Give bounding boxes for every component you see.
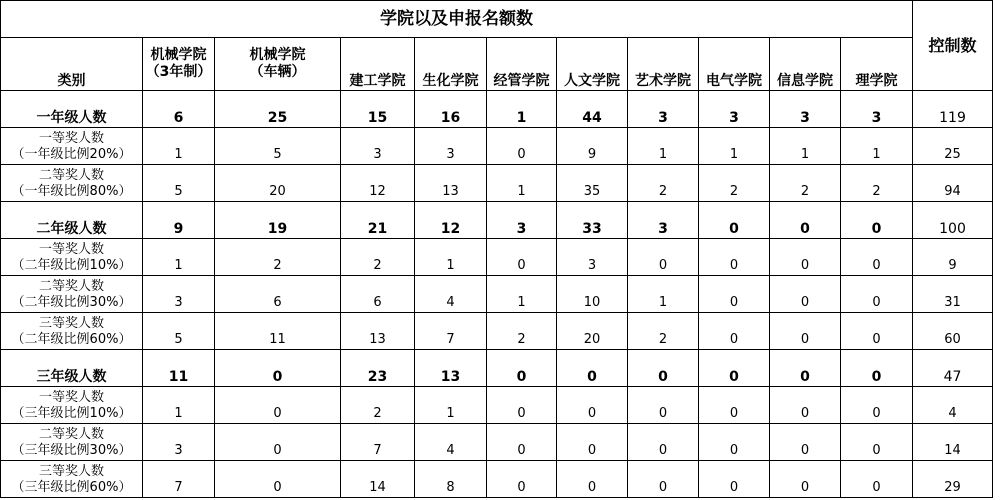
row-label — [1, 239, 143, 276]
table-title: 学院以及申报名额数 — [1, 1, 913, 38]
cell-value: 0 — [770, 387, 841, 424]
table-row — [1, 128, 993, 165]
control-value: 94 — [913, 165, 993, 202]
cell-value: 0 — [841, 313, 913, 350]
college-header-7: 电气学院 — [699, 38, 770, 91]
award-label: 二等奖人数 — [38, 279, 104, 294]
cell-value: 6 — [341, 276, 415, 313]
cell-value: 0 — [841, 350, 913, 387]
title-row — [1, 1, 993, 38]
cell-value: 0 — [770, 276, 841, 313]
cell-value: 0 — [487, 128, 557, 165]
control-value: 31 — [913, 276, 993, 313]
cell-value: 1 — [770, 128, 841, 165]
college-name: 机械学院 — [150, 47, 207, 63]
header-row — [1, 38, 993, 91]
row-label — [1, 424, 143, 461]
ratio-label: （一年级比例20%） — [11, 147, 132, 162]
cell-value: 0 — [699, 239, 770, 276]
college-header-8: 信息学院 — [770, 38, 841, 91]
table-row — [1, 165, 993, 202]
ratio-label: （一年级比例80%） — [11, 184, 132, 199]
cell-value: 0 — [699, 424, 770, 461]
cell-value: 20 — [215, 165, 341, 202]
cell-value: 0 — [841, 239, 913, 276]
college-name: 机械学院 — [249, 47, 306, 63]
cell-value: 0 — [699, 350, 770, 387]
cell-value: 9 — [143, 202, 215, 239]
cell-value: 20 — [557, 313, 628, 350]
control-value: 14 — [913, 424, 993, 461]
cell-value: 2 — [841, 165, 913, 202]
cell-value: 0 — [770, 239, 841, 276]
control-value: 29 — [913, 461, 993, 498]
cell-value: 0 — [215, 350, 341, 387]
row-label — [1, 461, 143, 498]
college-header-1 — [215, 38, 341, 91]
college-header-0 — [143, 38, 215, 91]
cell-value: 2 — [487, 313, 557, 350]
cell-value: 2 — [770, 165, 841, 202]
cell-value: 3 — [341, 128, 415, 165]
college-header-9: 理学院 — [841, 38, 913, 91]
cell-value: 1 — [628, 128, 699, 165]
cell-value: 3 — [415, 128, 487, 165]
cell-value: 23 — [341, 350, 415, 387]
control-value: 100 — [913, 202, 993, 239]
cell-value: 1 — [415, 387, 487, 424]
row-label — [1, 387, 143, 424]
cell-value: 0 — [699, 276, 770, 313]
cell-value: 1 — [143, 239, 215, 276]
cell-value: 0 — [770, 424, 841, 461]
row-label: 二年级人数 — [1, 202, 143, 239]
cell-value: 19 — [215, 202, 341, 239]
table-row — [1, 91, 993, 128]
cell-value: 7 — [415, 313, 487, 350]
college-note: （3年制） — [145, 64, 212, 80]
row-label — [1, 165, 143, 202]
row-label — [1, 313, 143, 350]
cell-value: 3 — [487, 202, 557, 239]
cell-value: 0 — [699, 461, 770, 498]
ratio-label: （二年级比例10%） — [11, 258, 132, 273]
cell-value: 3 — [628, 91, 699, 128]
cell-value: 0 — [841, 387, 913, 424]
control-value: 9 — [913, 239, 993, 276]
cell-value: 0 — [628, 350, 699, 387]
cell-value: 2 — [628, 313, 699, 350]
cell-value: 12 — [415, 202, 487, 239]
cell-value: 0 — [487, 239, 557, 276]
cell-value: 4 — [415, 276, 487, 313]
ratio-label: （二年级比例60%） — [11, 332, 132, 347]
cell-value: 7 — [341, 424, 415, 461]
cell-value: 33 — [557, 202, 628, 239]
cell-value: 0 — [841, 424, 913, 461]
cell-value: 1 — [143, 128, 215, 165]
control-value: 60 — [913, 313, 993, 350]
cell-value: 1 — [699, 128, 770, 165]
cell-value: 0 — [841, 276, 913, 313]
table-row — [1, 424, 993, 461]
row-label — [1, 128, 143, 165]
award-label: 二等奖人数 — [38, 168, 104, 183]
cell-value: 0 — [770, 461, 841, 498]
cell-value: 0 — [487, 424, 557, 461]
cell-value: 21 — [341, 202, 415, 239]
cell-value: 0 — [487, 387, 557, 424]
table-row — [1, 350, 993, 387]
cell-value: 7 — [143, 461, 215, 498]
cell-value: 0 — [628, 239, 699, 276]
cell-value: 15 — [341, 91, 415, 128]
control-value: 4 — [913, 387, 993, 424]
cell-value: 3 — [143, 276, 215, 313]
award-label: 一等奖人数 — [38, 131, 104, 146]
college-header-2: 建工学院 — [341, 38, 415, 91]
cell-value: 25 — [215, 91, 341, 128]
cell-value: 1 — [415, 239, 487, 276]
cell-value: 1 — [487, 91, 557, 128]
cell-value: 44 — [557, 91, 628, 128]
cell-value: 0 — [699, 202, 770, 239]
cell-value: 2 — [699, 165, 770, 202]
cell-value: 2 — [628, 165, 699, 202]
cell-value: 0 — [215, 387, 341, 424]
cell-value: 1 — [841, 128, 913, 165]
cell-value: 3 — [841, 91, 913, 128]
cell-value: 3 — [628, 202, 699, 239]
cell-value: 0 — [841, 202, 913, 239]
table-row — [1, 461, 993, 498]
cell-value: 5 — [215, 128, 341, 165]
cell-value: 0 — [215, 424, 341, 461]
cell-value: 0 — [557, 461, 628, 498]
cell-value: 2 — [341, 239, 415, 276]
cell-value: 14 — [341, 461, 415, 498]
cell-value: 3 — [143, 424, 215, 461]
table-row — [1, 239, 993, 276]
cell-value: 0 — [557, 350, 628, 387]
row-label: 一年级人数 — [1, 91, 143, 128]
control-header: 控制数 — [913, 1, 993, 91]
cell-value: 3 — [557, 239, 628, 276]
cell-value: 0 — [487, 461, 557, 498]
cell-value: 0 — [841, 461, 913, 498]
cell-value: 6 — [215, 276, 341, 313]
cell-value: 1 — [487, 276, 557, 313]
cell-value: 1 — [628, 276, 699, 313]
cell-value: 11 — [143, 350, 215, 387]
cell-value: 0 — [628, 461, 699, 498]
cell-value: 5 — [143, 165, 215, 202]
cell-value: 8 — [415, 461, 487, 498]
cell-value: 0 — [628, 424, 699, 461]
ratio-label: （三年级比例60%） — [11, 480, 132, 495]
cell-value: 4 — [415, 424, 487, 461]
cell-value: 0 — [699, 313, 770, 350]
cell-value: 12 — [341, 165, 415, 202]
table-row — [1, 276, 993, 313]
award-label: 一等奖人数 — [38, 242, 104, 257]
cell-value: 1 — [487, 165, 557, 202]
award-label: 三等奖人数 — [38, 464, 104, 479]
control-value: 119 — [913, 91, 993, 128]
control-value: 47 — [913, 350, 993, 387]
table-row — [1, 313, 993, 350]
row-label — [1, 276, 143, 313]
cell-value: 3 — [770, 91, 841, 128]
cell-value: 10 — [557, 276, 628, 313]
cell-value: 0 — [557, 387, 628, 424]
cell-value: 0 — [215, 461, 341, 498]
table-row — [1, 387, 993, 424]
college-header-6: 艺术学院 — [628, 38, 699, 91]
category-header: 类别 — [1, 38, 143, 91]
cell-value: 0 — [770, 202, 841, 239]
award-label: 二等奖人数 — [38, 427, 104, 442]
cell-value: 11 — [215, 313, 341, 350]
cell-value: 0 — [557, 424, 628, 461]
ratio-label: （二年级比例30%） — [11, 295, 132, 310]
table-row — [1, 202, 993, 239]
college-header-3: 生化学院 — [415, 38, 487, 91]
cell-value: 9 — [557, 128, 628, 165]
college-header-5: 人文学院 — [557, 38, 628, 91]
cell-value: 6 — [143, 91, 215, 128]
college-header-4: 经管学院 — [487, 38, 557, 91]
cell-value: 0 — [487, 350, 557, 387]
row-label: 三年级人数 — [1, 350, 143, 387]
ratio-label: （三年级比例30%） — [11, 443, 132, 458]
cell-value: 2 — [341, 387, 415, 424]
cell-value: 2 — [215, 239, 341, 276]
cell-value: 0 — [770, 350, 841, 387]
control-value: 25 — [913, 128, 993, 165]
cell-value: 13 — [415, 350, 487, 387]
college-note: （车辆） — [249, 64, 306, 80]
award-label: 一等奖人数 — [38, 390, 104, 405]
ratio-label: （三年级比例10%） — [11, 406, 132, 421]
cell-value: 0 — [628, 387, 699, 424]
cell-value: 5 — [143, 313, 215, 350]
award-label: 三等奖人数 — [38, 316, 104, 331]
cell-value: 1 — [143, 387, 215, 424]
cell-value: 13 — [415, 165, 487, 202]
cell-value: 3 — [699, 91, 770, 128]
cell-value: 35 — [557, 165, 628, 202]
cell-value: 0 — [770, 313, 841, 350]
cell-value: 0 — [699, 387, 770, 424]
cell-value: 16 — [415, 91, 487, 128]
cell-value: 13 — [341, 313, 415, 350]
